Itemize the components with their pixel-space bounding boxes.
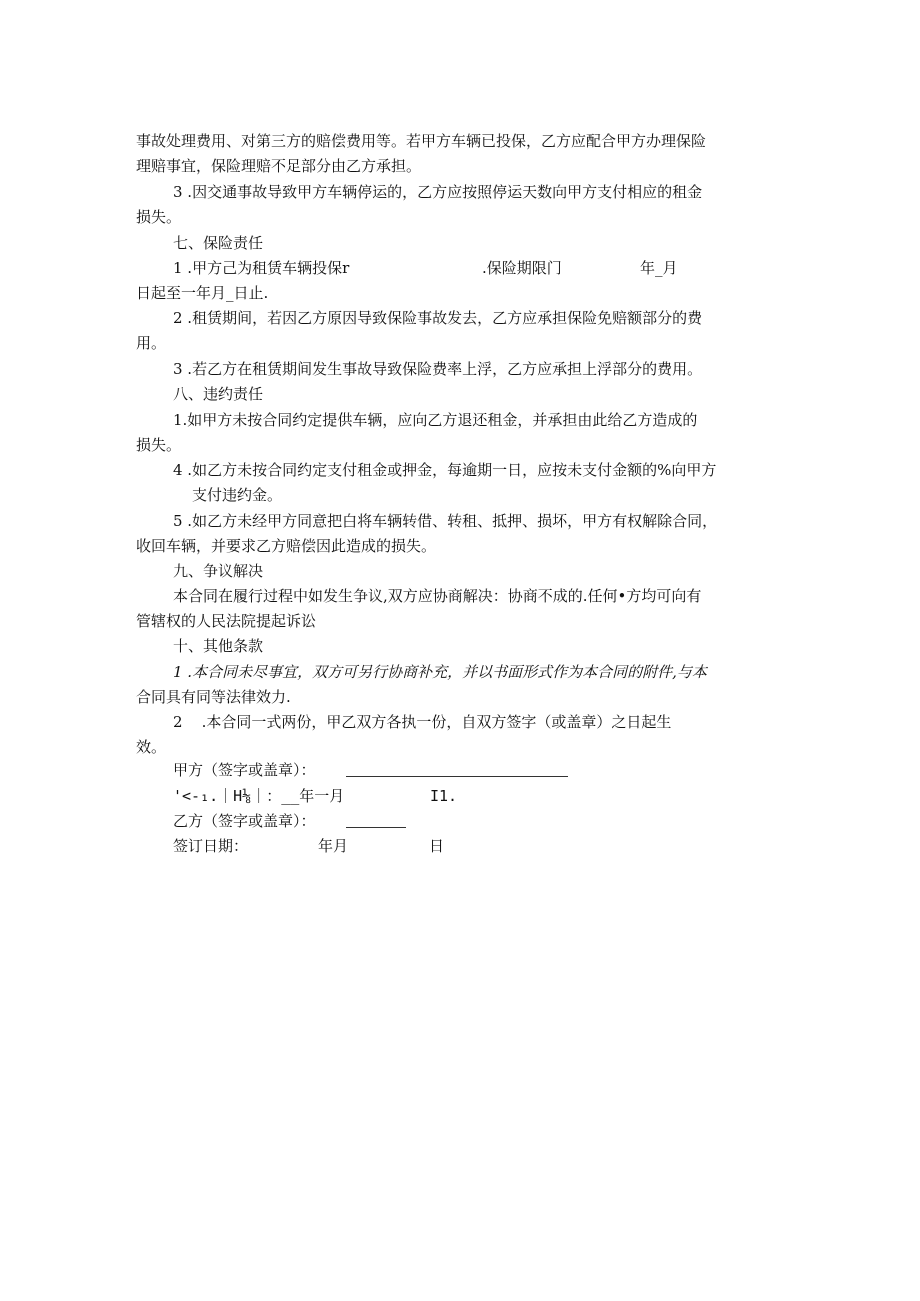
paragraph-line: 本合同在履行过程中如发生争议,双方应协商解决：协商不成的.任何•方均可向有: [173, 587, 702, 605]
clause-item: 4 .如乙方未按合同约定支付租金或押金，每逾期一日，应按未支付金额的%向甲方: [173, 461, 717, 479]
section-heading-breach: 八、违约责任: [173, 385, 264, 403]
clause-item: 2 .租赁期间，若因乙方原因导致保险事故发去，乙方应承担保险免赔额部分的费: [173, 309, 703, 327]
sign-date-label: 签订日期：: [173, 837, 249, 855]
clause-item: 1 .本合同未尽事宜，双方可另行协商补充，并以书面形式作为本合同的附件,与本: [173, 663, 707, 681]
paragraph-line: 管辖权的人民法院提起诉讼: [136, 612, 317, 630]
section-heading-insurance: 七、保险责任: [173, 234, 264, 252]
clause-item: 2 .本合同一式两份，甲乙双方各执一份，自双方签字（或盖章）之日起生: [173, 713, 672, 731]
paragraph-line: 损失。: [136, 208, 182, 226]
paragraph-line: 损失。: [136, 436, 182, 454]
clause-item: 1 .甲方己为租赁车辆投保r: [173, 259, 350, 277]
paragraph-line: 合同具有同等法律效力.: [136, 688, 291, 706]
sign-date-year-month: 年月: [318, 837, 349, 855]
section-heading-other: 十、其他条款: [173, 637, 264, 655]
party-b-signature-line: [346, 827, 406, 828]
party-a-signature-label: 甲方（签字或盖章）：: [173, 761, 316, 779]
paragraph-line: 效。: [136, 738, 167, 756]
sign-date-day: 日: [429, 837, 445, 855]
paragraph-line: 收回车辆，并要求乙方赔偿因此造成的损失。: [136, 537, 437, 555]
clause-item: 5 .如乙方未经甲方同意把白将车辆转借、转租、抵押、损坏，甲方有权解除合同，: [173, 512, 718, 530]
paragraph-line: 用。: [136, 334, 167, 352]
clause-item-fragment: .保险期限门: [482, 259, 562, 277]
clause-item-fragment: 年_月: [640, 259, 678, 277]
party-a-date-end: I1.: [430, 787, 458, 805]
clause-item: 3 .若乙方在租赁期间发生事故导致保险费率上浮，乙方应承担上浮部分的费用。: [173, 360, 703, 378]
party-b-signature-label: 乙方（签字或盖章）：: [173, 812, 316, 830]
paragraph-line: 理赔事宜，保险理赔不足部分由乙方承担。: [136, 157, 422, 175]
party-a-date-line: '<-₁.｜H⅛｜：__年一月: [173, 787, 345, 805]
clause-item: 1.如甲方未按合同约定提供车辆，应向乙方退还租金，并承担由此给乙方造成的: [173, 411, 698, 429]
paragraph-line: 日起至一年月_日止.: [136, 284, 269, 302]
clause-item: 3 .因交通事故导致甲方车辆停运的，乙方应按照停运天数向甲方支付相应的租金: [173, 183, 703, 201]
section-heading-dispute: 九、争议解决: [173, 562, 264, 580]
paragraph-line: 支付违约金。: [192, 486, 283, 504]
paragraph-line: 事故处理费用、对第三方的赔偿费用等。若甲方车辆已投保，乙方应配合甲方办理保险: [136, 132, 707, 150]
party-a-signature-line: [346, 776, 568, 777]
